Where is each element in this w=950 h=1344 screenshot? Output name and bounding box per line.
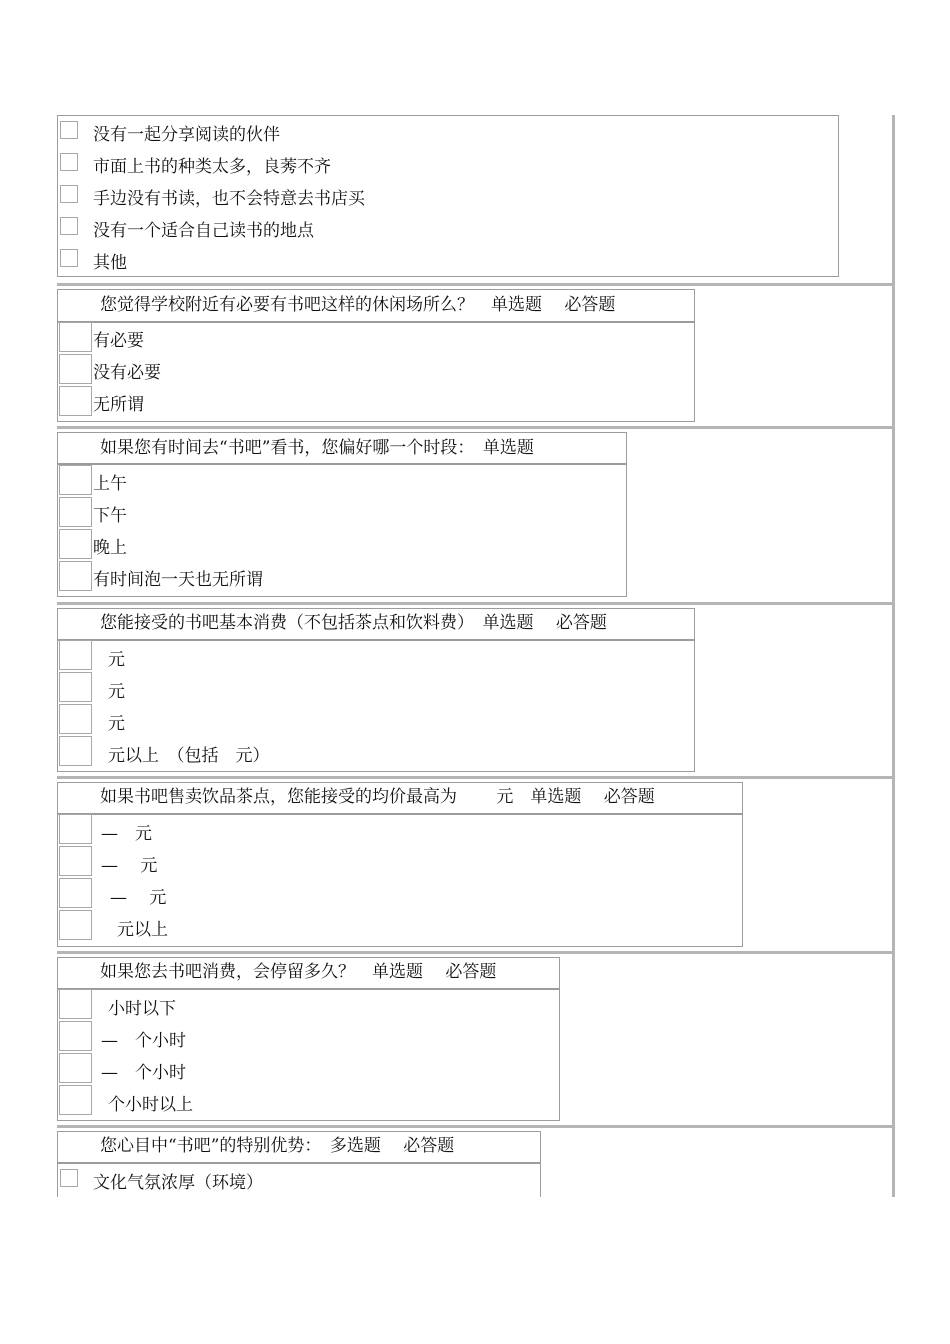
option-label: 无所谓: [93, 395, 144, 415]
option-label: 下午: [93, 506, 127, 526]
option-label: — 个小时: [101, 1063, 186, 1083]
option-label: 元: [108, 714, 125, 734]
checkbox[interactable]: [60, 153, 78, 171]
question-title: 您觉得学校附近有必要有书吧这样的休闲场所么？ 单选题 必答题: [100, 295, 616, 315]
checkbox[interactable]: [60, 121, 78, 139]
radio-box[interactable]: [59, 1021, 92, 1051]
option-label: 没有必要: [93, 363, 161, 383]
radio-box[interactable]: [59, 640, 92, 670]
option-label: — 元: [110, 888, 167, 908]
option-label: — 个小时: [101, 1031, 186, 1051]
option-label: 个小时以上: [108, 1095, 193, 1115]
radio-box[interactable]: [59, 878, 92, 908]
section-divider: [57, 1125, 895, 1128]
option-label: 市面上书的种类太多，良莠不齐: [93, 157, 331, 177]
radio-box[interactable]: [59, 497, 92, 527]
question-title: 您心目中“书吧”的特别优势： 多选题 必答题: [100, 1136, 455, 1156]
option-label: 没有一个适合自己读书的地点: [93, 221, 314, 241]
radio-box[interactable]: [59, 322, 92, 352]
option-label: — 元: [101, 824, 152, 844]
option-label: 没有一起分享阅读的伙伴: [93, 125, 280, 145]
checkbox[interactable]: [60, 217, 78, 235]
radio-box[interactable]: [59, 465, 92, 495]
option-label: 有时间泡一天也无所谓: [93, 570, 263, 590]
option-label: 文化气氛浓厚（环境）: [93, 1173, 263, 1193]
radio-box[interactable]: [59, 1085, 92, 1115]
radio-box[interactable]: [59, 386, 92, 416]
radio-box[interactable]: [59, 1053, 92, 1083]
checkbox[interactable]: [60, 249, 78, 267]
radio-box[interactable]: [59, 989, 92, 1019]
radio-box[interactable]: [59, 561, 92, 591]
question-title: 如果书吧售卖饮品茶点，您能接受的均价最高为 元 单选题 必答题: [100, 787, 655, 807]
radio-box[interactable]: [59, 529, 92, 559]
option-label: 元以上 （包括 元）: [108, 746, 270, 766]
radio-box[interactable]: [59, 354, 92, 384]
right-border: [892, 115, 895, 1197]
section-divider: [57, 426, 895, 429]
checkbox[interactable]: [60, 185, 78, 203]
question-title: 如果您去书吧消费，会停留多久？ 单选题 必答题: [100, 962, 497, 982]
section-divider: [57, 776, 895, 779]
section-divider: [57, 951, 895, 954]
option-label: 小时以下: [108, 999, 176, 1019]
radio-box[interactable]: [59, 814, 92, 844]
radio-box[interactable]: [59, 846, 92, 876]
checkbox[interactable]: [60, 1169, 78, 1187]
radio-box[interactable]: [59, 704, 92, 734]
option-label: 上午: [93, 474, 127, 494]
section-divider: [57, 283, 895, 286]
option-label: 元: [108, 682, 125, 702]
question-title: 如果您有时间去“书吧”看书，您偏好哪一个时段： 单选题: [100, 438, 534, 458]
option-label: 手边没有书读，也不会特意去书店买: [93, 189, 365, 209]
radio-box[interactable]: [59, 910, 92, 940]
option-label: 有必要: [93, 331, 144, 351]
radio-box[interactable]: [59, 672, 92, 702]
section-divider: [57, 602, 895, 605]
option-label: 其他: [93, 253, 127, 273]
question-title: 您能接受的书吧基本消费（不包括茶点和饮料费） 单选题 必答题: [100, 613, 607, 633]
option-label: 晚上: [93, 538, 127, 558]
radio-box[interactable]: [59, 736, 92, 766]
option-label: 元以上: [117, 920, 168, 940]
option-label: — 元: [101, 856, 158, 876]
option-label: 元: [108, 650, 125, 670]
